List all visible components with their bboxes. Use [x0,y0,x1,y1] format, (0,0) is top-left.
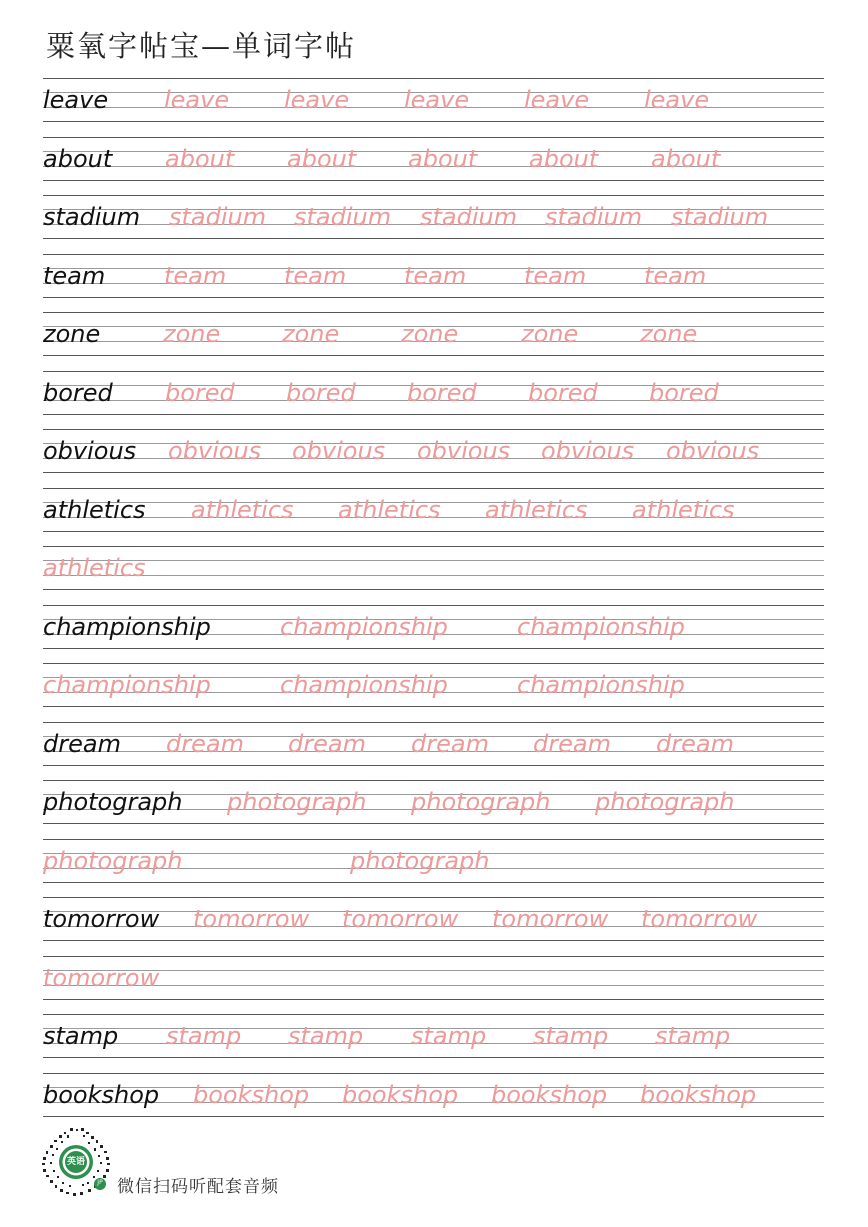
trace-word: championship [280,671,448,699]
guide-line [43,589,824,590]
row-cells [43,429,824,472]
practice-row [43,839,824,898]
trace-word: bored [165,378,235,407]
trace-word: athletics [485,495,588,524]
trace-word: obvious [666,437,760,465]
practice-row [43,429,824,488]
trace-word: dream [166,729,244,758]
model-word: team [43,261,106,290]
trace-word: bookshop [342,1080,459,1109]
guide-line [43,297,824,298]
practice-row [43,897,824,956]
trace-word: about [651,144,721,173]
row-cells [43,195,824,238]
model-word: athletics [43,495,146,524]
scan-instruction: 微信扫码听配套音频 [117,1177,279,1197]
trace-word: zone [282,320,340,348]
row-cells [43,488,824,531]
trace-word: athletics [338,495,441,524]
trace-word: championship [280,612,448,641]
practice-row [43,254,824,313]
model-word: stadium [43,203,141,231]
trace-word: stadium [545,203,643,231]
trace-word: dream [533,729,611,758]
trace-word: photograph [227,788,367,816]
practice-sheet [43,78,824,1131]
guide-line [43,180,824,181]
practice-row [43,195,824,254]
trace-word: zone [521,320,579,348]
trace-word: stamp [411,1022,487,1050]
model-word: dream [43,729,121,758]
trace-word: leave [164,86,230,114]
guide-line [43,531,824,532]
practice-row [43,312,824,371]
practice-row [43,546,824,605]
trace-word: about [408,144,478,173]
trace-word: stamp [288,1022,364,1050]
guide-line [43,940,824,941]
practice-row [43,78,824,137]
trace-word: championship [517,612,685,641]
trace-word: leave [524,86,590,114]
trace-word: zone [163,320,221,348]
trace-word: bored [649,378,719,407]
trace-word: athletics [191,495,294,524]
practice-row [43,1073,824,1132]
trace-word: bored [528,378,598,407]
trace-word: leave [284,86,350,114]
practice-row [43,663,824,722]
guide-line [43,882,824,883]
trace-word: obvious [292,437,386,465]
practice-row [43,137,824,196]
trace-word: stadium [420,203,518,231]
model-word: bored [43,378,113,407]
trace-word: team [284,261,347,290]
row-cells [43,722,824,765]
trace-word: bookshop [491,1080,608,1109]
trace-word: obvious [168,437,262,465]
row-cells [43,956,824,999]
model-word: tomorrow [43,905,160,933]
practice-row [43,488,824,547]
trace-word: dream [411,729,489,758]
guide-line [43,999,824,1000]
trace-word: stamp [655,1022,731,1050]
guide-line [43,1116,824,1117]
trace-word: team [164,261,227,290]
trace-word: obvious [541,437,635,465]
trace-word: team [524,261,587,290]
practice-row [43,780,824,839]
row-cells [43,371,824,414]
trace-word: tomorrow [193,905,310,933]
trace-word: stadium [169,203,267,231]
row-cells [43,605,824,648]
trace-word: tomorrow [342,905,459,933]
practice-row [43,371,824,430]
trace-word: athletics [43,554,146,582]
row-cells [43,1014,824,1057]
guide-line [43,765,824,766]
guide-line [43,472,824,473]
trace-word: leave [404,86,470,114]
badge-text: 英语 [67,1157,86,1167]
trace-word: bored [286,378,356,407]
row-cells [43,78,824,121]
trace-word: stadium [671,203,769,231]
guide-line [43,414,824,415]
trace-word: team [644,261,707,290]
model-word: leave [43,86,109,114]
trace-word: bookshop [193,1080,310,1109]
row-cells [43,254,824,297]
trace-word: zone [640,320,698,348]
practice-row [43,956,824,1015]
model-word: about [43,144,113,173]
model-word: photograph [43,788,183,816]
trace-word: dream [656,729,734,758]
practice-row [43,605,824,664]
trace-word: zone [401,320,459,348]
row-cells [43,663,824,706]
guide-line [43,238,824,239]
practice-row [43,722,824,781]
guide-line [43,706,824,707]
trace-word: about [287,144,357,173]
trace-word: athletics [632,495,735,524]
trace-word: tomorrow [43,963,160,992]
trace-word: photograph [350,846,490,875]
guide-line [43,121,824,122]
practice-row [43,1014,824,1073]
page-title: 粟氧字帖宝—单词字帖 [46,29,357,63]
trace-word: dream [288,729,366,758]
row-cells [43,546,824,589]
trace-word: tomorrow [641,905,758,933]
row-cells [43,839,824,882]
trace-word: leave [644,86,710,114]
footer [40,1126,440,1206]
trace-word: championship [517,671,685,699]
model-word: zone [43,320,101,348]
trace-word: team [404,261,467,290]
small-badge-text: JP [97,1179,103,1186]
trace-word: stamp [166,1022,242,1050]
trace-word: stamp [533,1022,609,1050]
row-cells [43,312,824,355]
trace-word: stadium [294,203,392,231]
model-word: bookshop [43,1080,160,1109]
row-cells [43,897,824,940]
trace-word: tomorrow [492,905,609,933]
guide-line [43,355,824,356]
trace-word: bookshop [640,1080,757,1109]
trace-word: photograph [43,846,183,875]
trace-word: photograph [595,788,735,816]
row-cells [43,780,824,823]
model-word: stamp [43,1022,119,1050]
trace-word: championship [43,671,211,699]
trace-word: about [165,144,235,173]
model-word: championship [43,612,211,641]
trace-word: obvious [417,437,511,465]
trace-word: bored [407,378,477,407]
row-cells [43,137,824,180]
guide-line [43,1057,824,1058]
row-cells [43,1073,824,1116]
guide-line [43,648,824,649]
trace-word: photograph [411,788,551,816]
guide-line [43,823,824,824]
model-word: obvious [43,437,137,465]
trace-word: about [529,144,599,173]
